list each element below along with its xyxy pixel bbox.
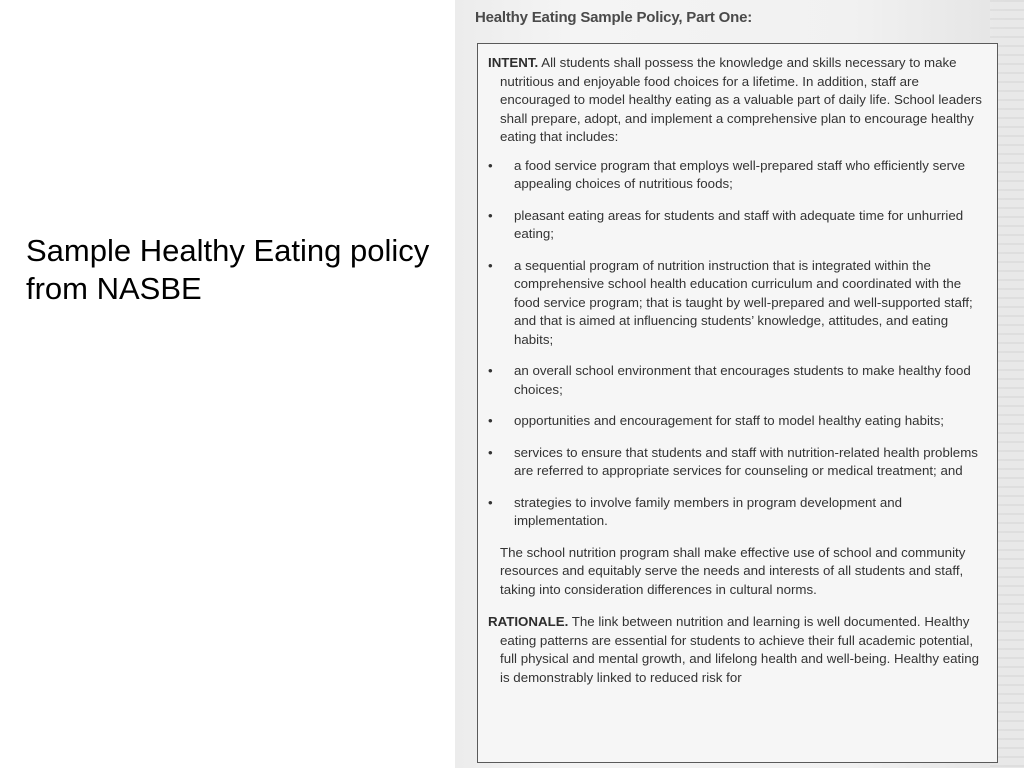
intent-paragraph xyxy=(488,54,987,147)
closing-paragraph: The school nutrition program shall make effective use of school and community resources and equitably serve the needs and interests of all students and staff, taking into consideration differences in cultural norms. xyxy=(500,544,966,597)
policy-box xyxy=(477,43,998,763)
bullet-icon: • xyxy=(488,257,493,273)
bullet-icon: • xyxy=(488,363,493,378)
list-item: • a food service program that employs well-prepared staff who efficiently serve appealing choices of nutritious foods; xyxy=(488,157,966,191)
policy-bullet-list xyxy=(488,157,987,531)
scanned-document xyxy=(455,0,1024,768)
bullet-icon: • xyxy=(488,494,493,510)
document-heading: Healthy Eating Sample Policy, Part One: xyxy=(475,9,753,26)
rationale-paragraph xyxy=(488,613,987,687)
slide-caption: Sample Healthy Eating policy from NASBE xyxy=(26,233,430,306)
intent-text: All students shall possess the knowledge and skills necessary to make nutritious and enjoyable food choices for a lifetime. In addition, staff are encouraged to model healthy eating as a valuable part of daily life. School leaders shall prepare, adopt, and implement a comprehensive plan to encourage healthy eating that includes: xyxy=(500,55,982,144)
list-item: • a sequential program of nutrition instruction that is integrated within the comprehensive school health education curriculum and coordinated with the food service program; that is taught by well-prepared and well-supported staff; and that is aimed at influencing students’ knowledge, attitudes, and eating habits; xyxy=(488,257,973,347)
bullet-icon: • xyxy=(488,413,493,428)
intent-label: INTENT. xyxy=(488,55,539,70)
list-item: • pleasant eating areas for students and staff with adequate time for unhurried eating; xyxy=(488,207,964,241)
bullet-icon: • xyxy=(488,207,493,223)
bullet-icon: • xyxy=(488,157,493,173)
list-item: • services to ensure that students and staff with nutrition-related health problems are referred to appropriate services for counseling or medical treatment; and xyxy=(488,444,978,478)
bullet-icon: • xyxy=(488,444,493,460)
rationale-text: The link between nutrition and learning is well documented. Healthy eating patterns are essential for students to achieve their full academic potential, full physical and mental growth, and lifelong health and well-being. Healthy eating is demonstrably linked to reduced risk for xyxy=(500,614,979,685)
list-item: • an overall school environment that encourages students to make healthy food choices; xyxy=(488,363,971,397)
list-item: • strategies to involve family members in program development and implementation. xyxy=(488,494,903,528)
rationale-label: RATIONALE. xyxy=(488,614,569,629)
list-item: • opportunities and encouragement for staff to model healthy eating habits; xyxy=(488,412,987,431)
